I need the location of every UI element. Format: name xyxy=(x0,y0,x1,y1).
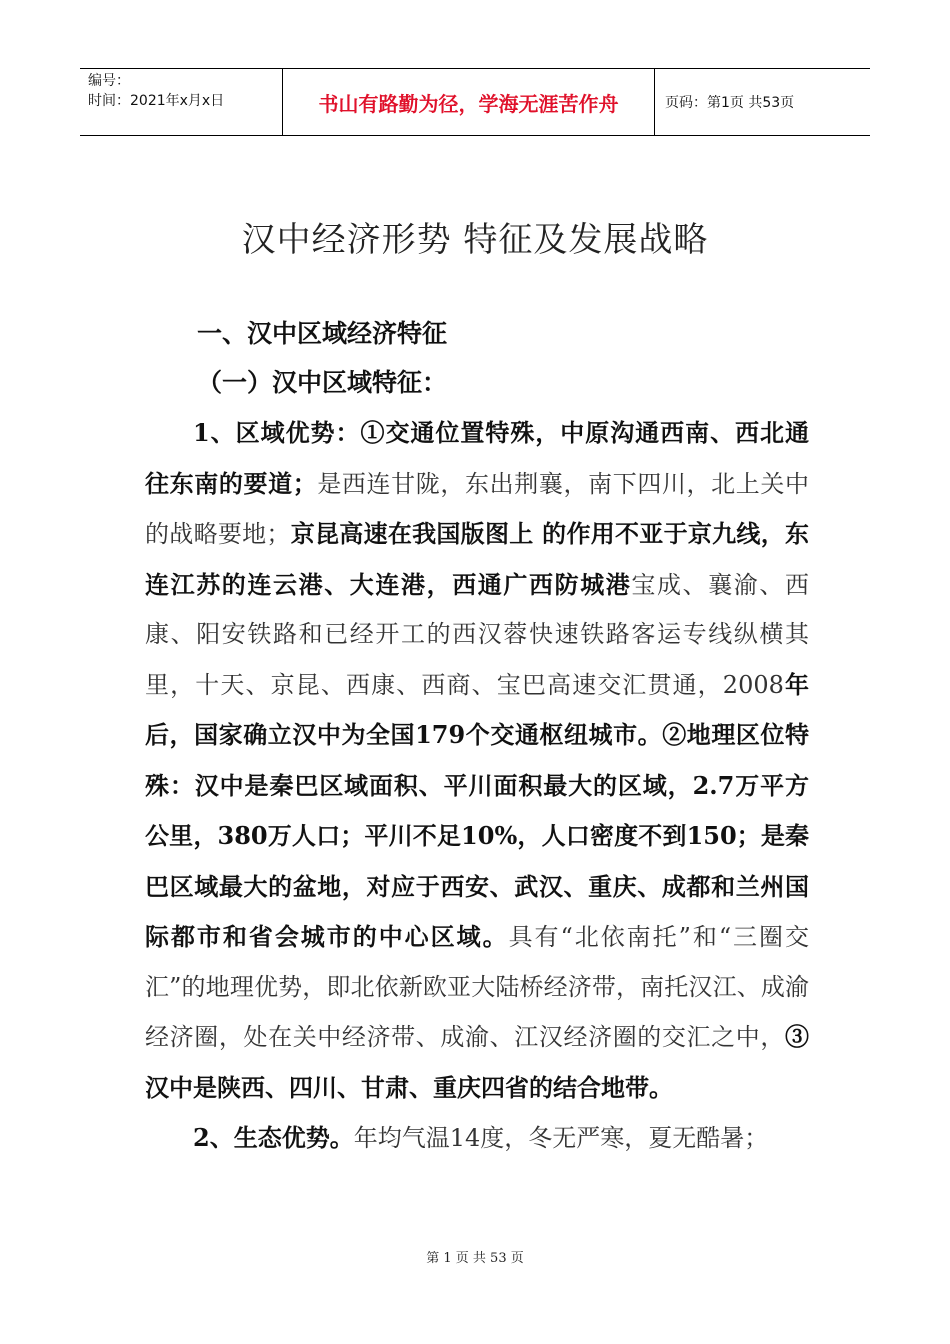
header-motto: 书山有路勤为径，学海无涯苦作舟 xyxy=(283,69,655,135)
header-page-info: 页码：第1页 共53页 xyxy=(665,95,795,111)
para-text: 具有“北依南托”和“三圈交汇”的地理优势，即北依新欧亚大陆桥经济带，南托汉江、成渝经济圈，处在关中经济带、成渝、江汉经济圈的交汇之中， xyxy=(145,923,809,1051)
time-label: 时间：2021年x月x日 xyxy=(88,93,225,109)
para-lead: 1、区域优势：①交通位置特殊，中原沟通西南、西北通往东南的要道； xyxy=(145,418,809,498)
para-lead: 2、生态优势。 xyxy=(193,1123,354,1152)
para-text-bold: 京昆高速在我国版图上 的作用不亚于京九线，东连江苏的连云港、大连港，西通广西防城港 xyxy=(145,519,810,599)
page-footer: 第 1 页 共 53 页 xyxy=(426,1251,524,1266)
number-label: 编号： xyxy=(88,73,130,89)
page-header xyxy=(80,68,870,136)
paragraph-ecological-advantage xyxy=(145,1113,809,1164)
header-meta xyxy=(80,69,283,135)
subsection-heading: （一）汉中区域特征： xyxy=(197,368,448,397)
paragraph-regional-advantage xyxy=(145,408,809,1113)
document-body xyxy=(145,310,809,1164)
para-text: 年均气温14度，冬无严寒，夏无酷暑； xyxy=(353,1124,769,1152)
document-title: 汉中经济形势 特征及发展战略 xyxy=(241,220,709,260)
para-text: 是西连甘陇，东出荆襄，南下四川，北上关中的战略要地； xyxy=(145,469,810,548)
para-text-bold: 年后，国家确立汉中为全国179个交通枢纽城市。②地理区位特殊：汉中是秦巴区域面积、平川面积最大的区域，2.7万平方公里，380万人口；平川不足10%，人口密度不到150；是秦巴区域最大的盆地，对应于西安、武汉、重庆、成都和兰州国际都市和省会城市的中心区域。 xyxy=(145,669,810,951)
section-heading: 一、汉中区域经济特征 xyxy=(197,319,448,348)
para-text: 宝成、襄渝、西康、阳安铁路和已经开工的西汉蓉快速铁路客运专线纵横其里，十天、京昆、西康、西商、宝巴高速交汇贯通，2008 xyxy=(145,570,810,699)
para-text-bold: ③汉中是陕西、四川、甘肃、重庆四省的结合地带。 xyxy=(145,1022,809,1102)
